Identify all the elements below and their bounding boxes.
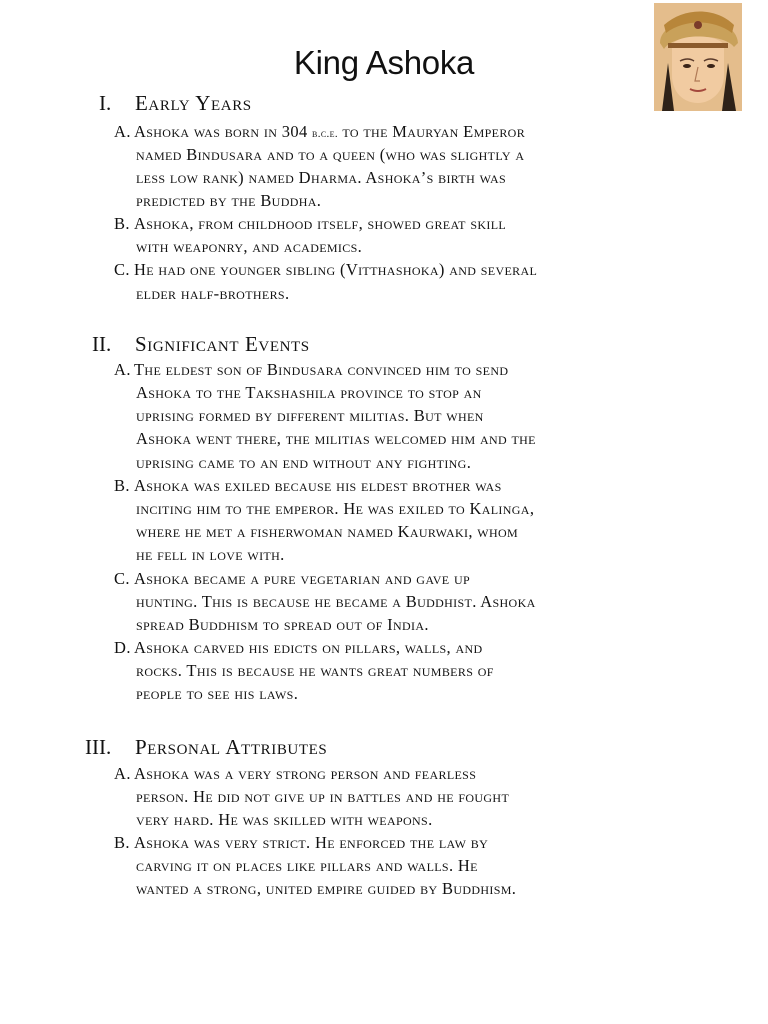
item-line: He had one younger sibling (Vitthashoka) and several	[134, 260, 538, 279]
item-line: elder half-brothers.	[136, 284, 290, 303]
item-line: wanted a strong, united empire guided by Buddhism.	[136, 879, 517, 898]
item-letter: B.	[114, 833, 130, 852]
item-letter: B.	[114, 214, 130, 233]
item-line: inciting him to the emperor. He was exiled to Kalinga,	[136, 499, 535, 518]
item-line: Ashoka, from childhood itself, showed great skill	[134, 214, 507, 233]
item-line: hunting. This is because he became a Buddhist. Ashoka	[136, 592, 536, 611]
item-line: uprising formed by different militias. But when	[136, 406, 484, 425]
item-line: with weaponry, and academics.	[136, 237, 363, 256]
item-line: Ashoka to the Takshashila province to stop an	[136, 383, 482, 402]
item-line: Ashoka went there, the militias welcomed him and the	[136, 429, 536, 448]
item-line: Ashoka carved his edicts on pillars, walls, and	[134, 638, 483, 657]
item-line: The eldest son of Bindusara convinced him to send	[134, 360, 509, 379]
item-line: Ashoka was born in 304 b.c.e. to the Mauryan Emperor	[134, 122, 526, 141]
item-line: less low rank) named Dharma. Ashoka’s birth was	[136, 168, 506, 187]
ashoka-portrait-image	[654, 3, 742, 111]
item-line: people to see his laws.	[136, 684, 299, 703]
item-letter: C.	[114, 569, 130, 588]
era-abbreviation: b.c.e.	[312, 128, 338, 140]
item-line: carving it on places like pillars and walls. He	[136, 856, 478, 875]
item-letter: A.	[114, 764, 131, 783]
item-letter: A.	[114, 122, 131, 141]
item-letter: C.	[114, 260, 130, 279]
item-line: spread Buddhism to spread out of India.	[136, 615, 429, 634]
item-line: predicted by the Buddha.	[136, 191, 322, 210]
item-line: Ashoka was very strict. He enforced the law by	[134, 833, 489, 852]
item-line: named Bindusara and to a queen (who was slightly a	[136, 145, 525, 164]
section-numeral: I.	[99, 91, 112, 115]
item-line: he fell in love with.	[136, 545, 285, 564]
page-title: King Ashoka	[293, 44, 475, 81]
item-line: uprising came to an end without any fighting.	[136, 453, 472, 472]
item-letter: D.	[114, 638, 131, 657]
section-heading: Significant Events	[135, 332, 310, 356]
section-heading: Personal Attributes	[135, 735, 328, 759]
section-numeral: III.	[85, 735, 112, 759]
section-numeral: II.	[92, 332, 112, 356]
item-line: Ashoka became a pure vegetarian and gave up	[134, 569, 471, 588]
item-line: where he met a fisherwoman named Kaurwaki, whom	[136, 522, 519, 541]
item-line: person. He did not give up in battles and he fought	[136, 787, 510, 806]
item-line: Ashoka was a very strong person and fearless	[134, 764, 477, 783]
item-line: very hard. He was skilled with weapons.	[136, 810, 433, 829]
item-letter: A.	[114, 360, 131, 379]
section-heading: Early Years	[135, 91, 252, 115]
item-line: Ashoka was exiled because his eldest brother was	[134, 476, 502, 495]
item-line: rocks. This is because he wants great numbers of	[136, 661, 494, 680]
item-letter: B.	[114, 476, 130, 495]
